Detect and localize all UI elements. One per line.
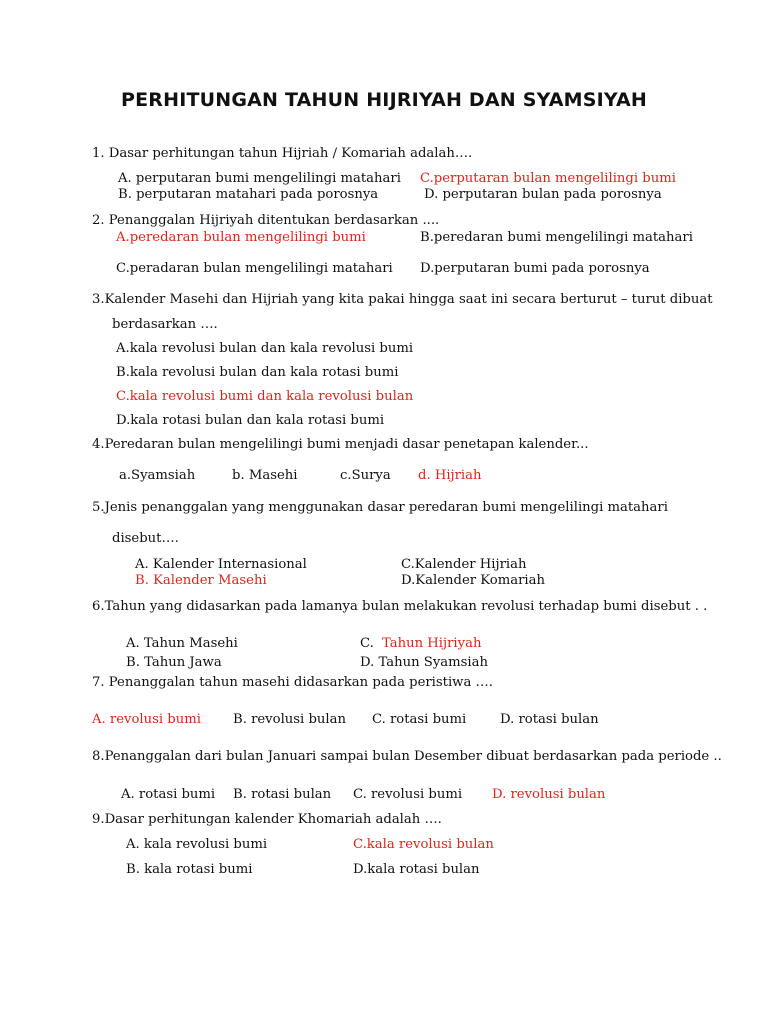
q2-option-a-answer: A.peredaran bulan mengelilingi bumi: [116, 230, 366, 245]
q7-option-c: C. rotasi bumi: [372, 712, 467, 727]
q5-option-d: D.Kalender Komariah: [401, 573, 545, 588]
q1-option-d: D. perputaran bulan pada porosnya: [424, 187, 662, 202]
q5-option-b-answer: B. Kalender Masehi: [135, 573, 267, 588]
q3-option-a: A.kala revolusi bulan dan kala revolusi bumi: [116, 341, 414, 356]
q1-option-a: A. perputaran bumi mengelilingi matahari: [118, 171, 401, 186]
q8-option-a: A. rotasi bumi: [121, 787, 216, 802]
q7-option-b: B. revolusi bulan: [233, 712, 346, 727]
q5-option-c: C.Kalender Hijriah: [401, 557, 527, 572]
q1-option-c-answer: C.perputaran bulan mengelilingi bumi: [420, 171, 676, 186]
q4-option-d-answer: d. Hijriah: [418, 468, 482, 483]
question-2-text: 2. Penanggalan Hijriyah ditentukan berdasarkan ....: [92, 213, 440, 228]
question-7-text: 7. Penanggalan tahun masehi didasarkan pada peristiwa ….: [92, 675, 493, 690]
q9-option-a: A. kala revolusi bumi: [126, 837, 268, 852]
q8-option-b: B. rotasi bulan: [233, 787, 332, 802]
question-5-text-cont: disebut….: [112, 531, 179, 546]
q8-option-d-answer: D. revolusi bulan: [492, 787, 606, 802]
question-3-text: 3.Kalender Masehi dan Hijriah yang kita pakai hingga saat ini secara berturut – turut dibuat: [92, 292, 713, 307]
q6-option-b: B. Tahun Jawa: [126, 655, 222, 670]
q2-option-b: B.peredaran bumi mengelilingi matahari: [420, 230, 693, 245]
q4-option-c: c.Surya: [340, 468, 391, 483]
q1-option-b: B. perputaran matahari pada porosnya: [118, 187, 379, 202]
q2-option-d: D.perputaran bumi pada porosnya: [420, 261, 650, 276]
q3-option-c-answer: C.kala revolusi bumi dan kala revolusi bulan: [116, 389, 414, 404]
question-1-text: 1. Dasar perhitungan tahun Hijriah / Komariah adalah….: [92, 146, 473, 161]
q5-option-a: A. Kalender Internasional: [135, 557, 307, 572]
q6-option-d: D. Tahun Syamsiah: [360, 655, 488, 670]
q6-option-c-answer: Tahun Hijriyah: [382, 636, 482, 651]
q6-option-a: A. Tahun Masehi: [126, 636, 238, 651]
q4-option-b: b. Masehi: [232, 468, 298, 483]
q3-option-d: D.kala rotasi bulan dan kala rotasi bumi: [116, 413, 385, 428]
q9-option-b: B. kala rotasi bumi: [126, 862, 253, 877]
q6-option-c-label: C.: [360, 636, 374, 651]
q8-option-c: C. revolusi bumi: [353, 787, 463, 802]
question-3-text-cont: berdasarkan ….: [112, 317, 218, 332]
q9-option-c-answer: C.kala revolusi bulan: [353, 837, 494, 852]
question-5-text: 5.Jenis penanggalan yang menggunakan dasar peredaran bumi mengelilingi matahari: [92, 500, 668, 515]
q9-option-d: D.kala rotasi bulan: [353, 862, 480, 877]
question-4-text: 4.Peredaran bulan mengelilingi bumi menjadi dasar penetapan kalender...: [92, 437, 589, 452]
q3-option-b: B.kala revolusi bulan dan kala rotasi bumi: [116, 365, 399, 380]
q7-option-a-answer: A. revolusi bumi: [92, 712, 201, 727]
question-9-text: 9.Dasar perhitungan kalender Khomariah adalah ….: [92, 812, 442, 827]
page-title: PERHITUNGAN TAHUN HIJRIYAH DAN SYAMSIYAH: [120, 89, 648, 111]
q2-option-c: C.peradaran bulan mengelilingi matahari: [116, 261, 393, 276]
q4-option-a: a.Syamsiah: [119, 468, 196, 483]
q7-option-d: D. rotasi bulan: [500, 712, 599, 727]
question-8-text: 8.Penanggalan dari bulan Januari sampai bulan Desember dibuat berdasarkan pada periode ..: [92, 749, 722, 764]
question-6-text: 6.Tahun yang didasarkan pada lamanya bulan melakukan revolusi terhadap bumi disebut . .: [92, 599, 708, 614]
